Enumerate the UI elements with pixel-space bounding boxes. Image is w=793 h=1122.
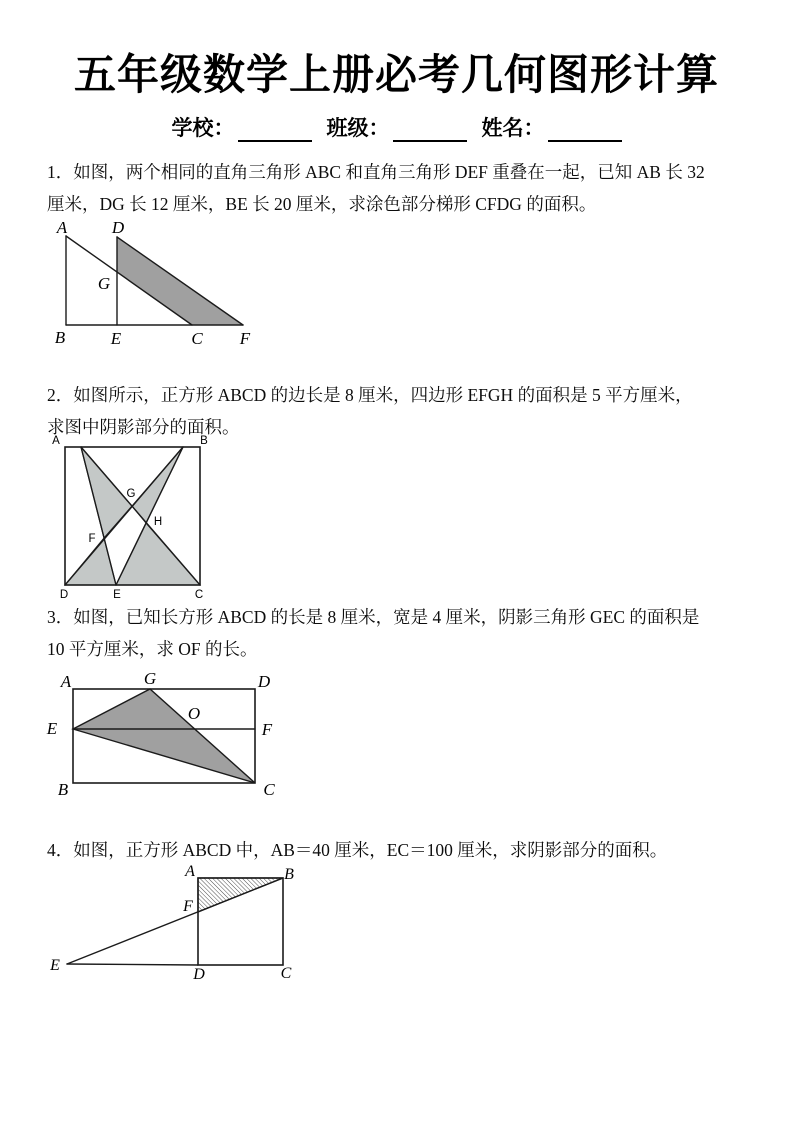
fig2-label-D: D [59, 589, 69, 601]
question-1 [47, 157, 759, 220]
fig4-line-ED [67, 964, 198, 965]
question-1-line-2: 厘米，DG 长 12 厘米，BE 长 20 厘米，求涂色部分梯形 CFDG 的面积。 [47, 193, 597, 214]
fig2-shaded-triangle-top-left [81, 447, 132, 538]
figure-1-overlapping-triangles [50, 218, 262, 350]
question-2-line-2: 求图中阴影部分的面积。 [47, 416, 240, 437]
class-label: 班级： [326, 117, 390, 140]
question-3-line-1: 3．如图，已知长方形 ABCD 的长是 8 厘米，宽是 4 厘米，阴影三角形 GEC 的面积是 [47, 607, 700, 627]
fig2-label-A: A [52, 435, 60, 447]
question-2-line-1: 2．如图所示，正方形 ABCD 的边长是 8 厘米，四边形 EFGH 的面积是 5 平方厘米， [47, 385, 693, 405]
question-4-line-1: 4．如图，正方形 ABCD 中，AB＝40 厘米，EC＝100 厘米，求阴影部分的面积。 [47, 840, 668, 860]
fig1-label-F: F [239, 329, 251, 348]
fig3-label-F: F [261, 720, 273, 739]
fig3-label-A: A [60, 672, 72, 691]
class-field [327, 112, 467, 142]
figure-4-square-external-point [42, 862, 298, 986]
fig2-shaded-triangle-top-right-GH [132, 447, 183, 523]
figure-3-rectangle-triangle [42, 668, 278, 800]
fig2-label-C: C [194, 589, 204, 601]
school-label: 学校： [171, 117, 235, 140]
fig2-label-G: G [126, 488, 136, 500]
fig4-line-EB [67, 878, 283, 964]
name-blank-line [548, 115, 622, 142]
name-field [482, 112, 622, 142]
name-label: 姓名： [481, 117, 545, 140]
fig3-label-B: B [57, 780, 69, 799]
fig4-label-A: A [185, 863, 195, 880]
page-title: 五年级数学上册必考几何图形计算 [73, 51, 719, 98]
fig4-lines [67, 878, 283, 965]
fig2-label-B: B [200, 435, 208, 447]
class-blank-line [393, 115, 467, 142]
fig2-label-F: F [88, 533, 96, 545]
question-3 [47, 602, 759, 665]
fig1-label-E: E [110, 329, 122, 348]
fig2-label-H: H [153, 516, 163, 528]
header-fields-row [0, 112, 793, 142]
fig2-shaded-triangle-bottom-left-DFE [65, 538, 116, 585]
fig4-label-E: E [50, 957, 60, 974]
fig4-label-D: D [193, 966, 205, 983]
fig3-label-C: C [263, 780, 275, 799]
question-3-line-2: 10 平方厘米，求 OF 的长。 [47, 638, 258, 659]
fig2-shaded-triangles [65, 447, 200, 585]
fig3-label-D: D [257, 672, 271, 691]
school-blank-line [238, 115, 312, 142]
fig3-shaded-triangle-GEC [73, 689, 255, 783]
fig4-label-F: F [183, 898, 193, 915]
fig1-label-B: B [54, 328, 66, 347]
fig3-label-O: O [187, 704, 201, 723]
fig1-label-G: G [97, 274, 111, 293]
fig1-label-A: A [56, 218, 68, 237]
fig1-label-D: D [111, 218, 125, 237]
school-field [172, 112, 312, 142]
fig3-label-E: E [46, 719, 58, 738]
figure-2-square-star [50, 432, 212, 604]
fig1-label-C: C [191, 329, 203, 348]
fig3-label-G: G [143, 669, 157, 688]
question-1-line-1: 1．如图，两个相同的直角三角形 ABC 和直角三角形 DEF 重叠在一起，已知 AB 长 32 [47, 162, 705, 182]
fig2-label-E: E [113, 589, 121, 601]
fig2-shaded-triangle-bottom-right-EHC [116, 523, 200, 585]
fig4-label-C: C [280, 965, 292, 982]
fig4-label-B: B [284, 866, 294, 883]
